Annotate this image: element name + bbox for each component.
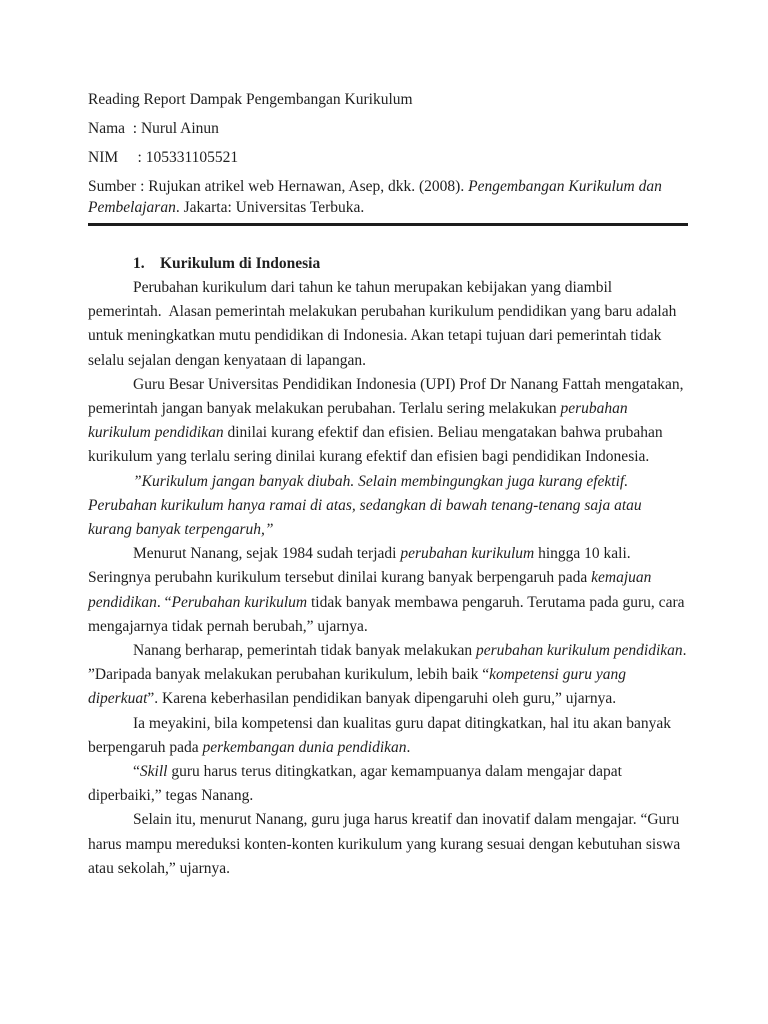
header-divider [88, 223, 688, 226]
paragraph-2: Guru Besar Universitas Pendidikan Indonesia (UPI) Prof Dr Nanang Fattah mengatakan, pemerintah jangan banyak melakukan perubahan. Terlalu sering melakukan perubahan kurikulum pendidikan dinilai kurang efektif dan efisien. Beliau mengatakan bahwa prubahan kurikulum yang terlalu sering dinilai kurang efektif dan efisien bagi pendidikan Indonesia. [88, 375, 688, 466]
paragraph-6: Ia meyakini, bila kompetensi dan kualitas guru dapat ditingkatkan, hal itu akan banyak berpengaruh pada perkembangan dunia pendidikan. [88, 714, 675, 756]
document-title: Reading Report Dampak Pengembangan Kurikulum [88, 91, 413, 108]
paragraph-7: “Skill guru harus terus ditingkatkan, agar kemampuanya dalam mengajar dapat diperbaiki,” tegas Nanang. [88, 763, 626, 805]
paragraph-3-quote: ”Kurikulum jangan banyak diubah. Selain membingungkan juga kurang efektif. Perubahan kurikulum hanya ramai di atas, sedangkan di bawah tenang-tenang saja atau kurang banyak terpengaruh,” [88, 472, 646, 539]
section-heading [133, 252, 688, 276]
section-number: 1. [133, 255, 145, 272]
paragraph-5: Nanang berharap, pemerintah tidak banyak melakukan perubahan kurikulum pendidikan. ”Daripada banyak melakukan perubahan kurikulum, lebih baik “kompetensi guru yang diperkuat”. Karena keberhasilan pendidikan banyak dipengaruhi oleh guru,” ujarnya. [88, 642, 691, 708]
meta-sumber: Sumber : Rujukan atrikel web Hernawan, Asep, dkk. (2008). Pengembangan Kurikulum dan Pembelajaran. Jakarta: Universitas Terbuka. [88, 178, 666, 216]
paragraph-1: Perubahan kurikulum dari tahun ke tahun merupakan kebijakan yang diambil pemerintah. Alasan pemerintah melakukan perubahan kurikulum pendidikan yang baru adalah untuk meningkatkan mutu pendidikan di Indonesia. Akan tetapi tujuan dari pemerintah tidak selalu sejalan dengan kenyataan di lapangan. [88, 279, 681, 369]
paragraph-4: Menurut Nanang, sejak 1984 sudah terjadi perubahan kurikulum hingga 10 kali. Seringnya perubahn kurikulum tersebut dinilai kurang banyak berpengaruh pada kemajuan pendidikan. “Perubahan kurikulum tidak banyak membawa pengaruh. Terutama pada guru, cara mengajarnya tidak pernah berubah,” ujarnya. [88, 545, 689, 635]
section-title: Kurikulum di Indonesia [160, 255, 321, 272]
meta-nim: NIM : 105331105521 [88, 149, 239, 166]
meta-nama: Nama : Nurul Ainun [88, 120, 219, 137]
paragraph-8: Selain itu, menurut Nanang, guru juga harus kreatif dan inovatif dalam mengajar. “Guru harus mampu mereduksi konten-konten kurikulum yang kurang sesuai dengan kebutuhan siswa atau sekolah,” ujarnya. [88, 811, 685, 877]
